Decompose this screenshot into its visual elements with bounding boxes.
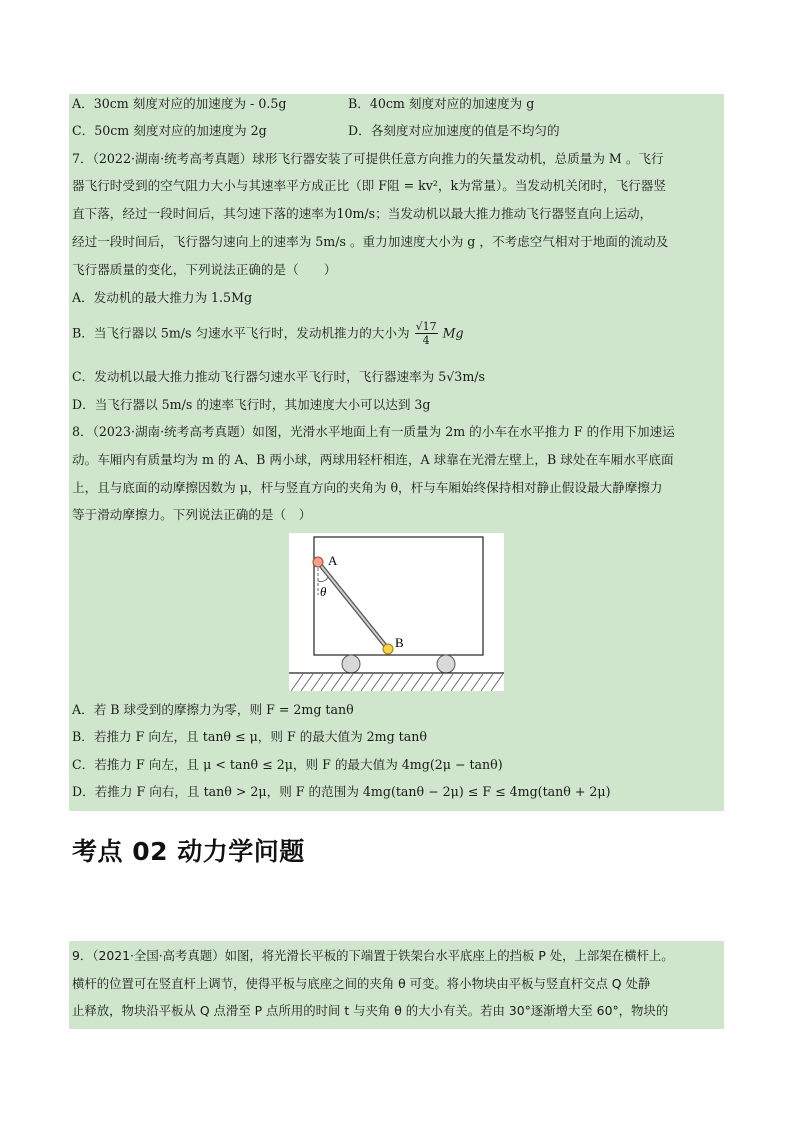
label-b: B [395, 635, 404, 650]
option-c-line: C．50cm 刻度对应的加速度为 2g [72, 123, 267, 138]
label-a: A [328, 553, 338, 568]
q8-option-a: A．若 B 球受到的摩擦力为零，则 F = 2mg tanθ [72, 702, 354, 717]
q7-option-b-text: B．当飞行器以 5m/s 匀速水平飞行时，发动机推力的大小为 [72, 325, 410, 341]
ground-hatching [291, 674, 503, 691]
q7-stem-line-1: 7．（2022·湖南·统考高考真题）球形飞行器安装了可提供任意方向推力的矢量发动机，总质量为 M 。飞行 [72, 151, 664, 166]
q7-option-b [72, 320, 464, 354]
q8-stem-line-3: 上，且与底面的动摩擦因数为 μ，杆与竖直方向的夹角为 θ，杆与车厢始终保持相对静止假设最大静摩擦力 [72, 480, 663, 495]
right-wheel [437, 655, 455, 673]
option-b-line: B．40cm 刻度对应的加速度为 g [348, 96, 535, 111]
cart-diagram-svg [289, 533, 504, 691]
ball-b [383, 644, 393, 654]
q8-option-b: B．若推力 F 向左，且 tanθ ≤ μ，则 F 的最大值为 2mg tanθ [72, 729, 427, 744]
angle-arc [318, 577, 328, 582]
q7-stem-line-4: 经过一段时间后，飞行器匀速向上的速率为 5m/s 。重力加速度大小为 g ，不考虑空气相对于地面的流动及 [72, 234, 669, 249]
option-d-line: D．各刻度对应加速度的值是不均匀的 [348, 123, 560, 138]
q8-stem-line-4: 等于滑动摩擦力。下列说法正确的是（ ） [72, 507, 312, 522]
q7-stem-line-2: 器飞行时受到的空气阻力大小与其速率平方成正比（即 F阻 = kv²，k为常量）。当发动机关闭时，飞行器竖 [72, 178, 666, 193]
q7-option-d: D．当飞行器以 5m/s 的速率飞行时，其加速度大小可以达到 3g [72, 397, 431, 412]
q8-option-c: C．若推力 F 向左，且 μ < tanθ ≤ 2μ，则 F 的最大值为 4mg(2μ − tanθ) [72, 757, 503, 772]
ball-a [313, 557, 323, 567]
q7-option-c: C．发动机以最大推力推动飞行器匀速水平飞行时，飞行器速率为 5√3m/s [72, 369, 485, 384]
q7-option-a: A．发动机的最大推力为 1.5Mg [72, 290, 253, 305]
q8-option-d: D．若推力 F 向右，且 tanθ > 2μ，则 F 的范围为 4mg(tanθ − 2μ) ≤ F ≤ 4mg(tanθ + 2μ) [72, 784, 611, 799]
option-a-line: A．30cm 刻度对应的加速度为 - 0.5g [72, 96, 287, 111]
q9-stem-line-2: 横杆的位置可在竖直杆上调节，使得平板与底座之间的夹角 θ 可变。将小物块由平板与竖直杆交点 Q 处静 [72, 976, 651, 991]
q9-stem-line-1: 9．（2021·全国·高考真题）如图，将光滑长平板的下端置于铁架台水平底座上的挡板 P 处，上部架在横杆上。 [72, 948, 674, 963]
q9-stem-line-3: 止释放，物块沿平板从 Q 点滑至 P 点所用的时间 t 与夹角 θ 的大小有关。若由 30°逐渐增大至 60°，物块的 [72, 1003, 669, 1018]
section-heading: 考点 02 动力学问题 [72, 837, 305, 866]
fraction-numerator: √17 [415, 320, 437, 333]
q7-stem-line-3: 直下落，经过一段时间后，其匀速下落的速率为10m/s；当发动机以最大推力推动飞行器竖直向上运动， [72, 206, 653, 221]
fraction-denominator: 4 [422, 334, 430, 347]
q7-option-b-unit: Mg [442, 325, 464, 341]
left-wheel [342, 655, 360, 673]
label-theta: θ [320, 584, 327, 599]
cart-figure [289, 533, 504, 691]
q7-option-b-fraction [415, 320, 438, 347]
q7-stem-line-5: 飞行器质量的变化，下列说法正确的是（ ） [72, 262, 337, 277]
rod-highlight [318, 562, 388, 649]
q8-stem-line-2: 动。车厢内有质量均为 m 的 A、B 两小球，两球用轻杆相连，A 球靠在光滑左壁上，B 球处在车厢水平底面 [72, 452, 674, 467]
q8-stem-line-1: 8．（2023·湖南·统考高考真题）如图，光滑水平地面上有一质量为 2m 的小车在水平推力 F 的作用下加速运 [72, 424, 675, 439]
